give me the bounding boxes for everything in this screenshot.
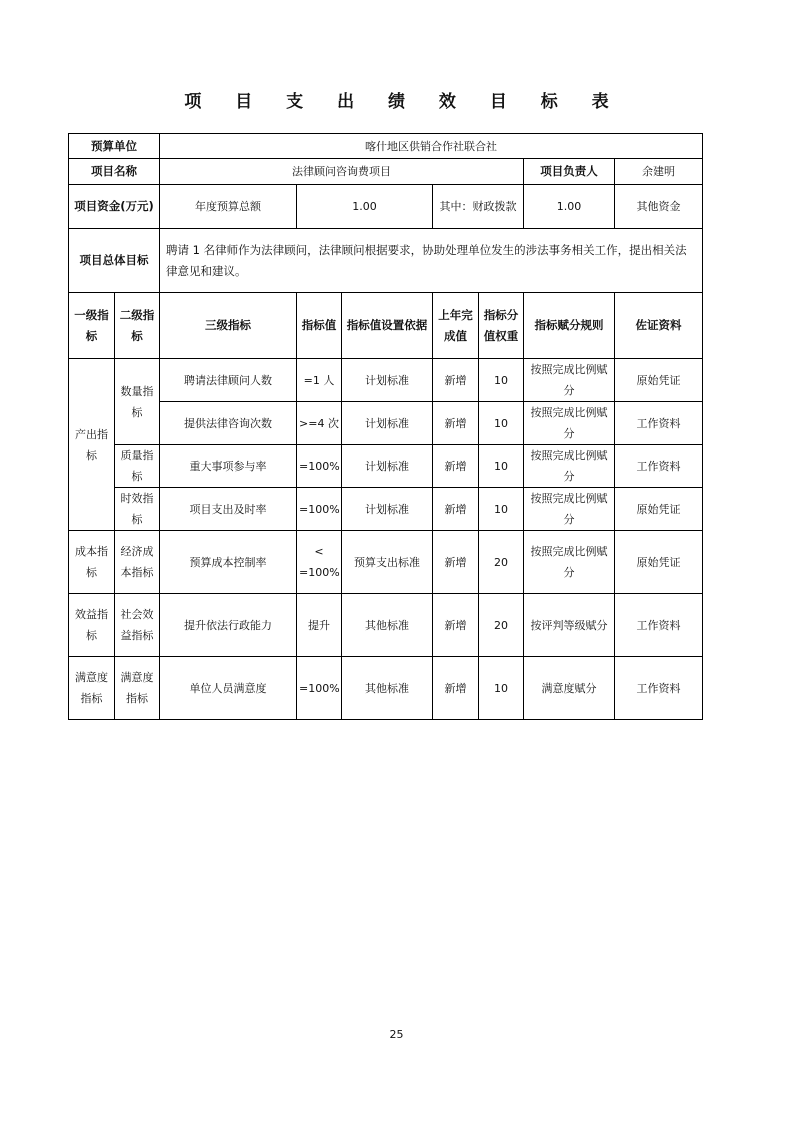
col-weight: 指标分值权重 [479,293,524,359]
evidence-cell: 工作资料 [615,657,703,720]
project-name-label: 项目名称 [69,159,160,185]
table-row [69,657,703,720]
rule-cell: 按照完成比例赋分 [524,488,615,531]
fiscal-funds-label: 其中：财政拨款 [433,185,524,229]
group-economic-cost: 经济成本指标 [115,531,160,594]
group-satisfaction-sub: 满意度指标 [115,657,160,720]
last-year-cell: 新增 [433,657,479,720]
last-year-cell: 新增 [433,445,479,488]
last-year-cell: 新增 [433,402,479,445]
other-funds-label: 其他资金 [615,185,703,229]
group-benefit: 效益指标 [69,594,115,657]
evidence-cell: 工作资料 [615,445,703,488]
rule-cell: 按照完成比例赋分 [524,531,615,594]
rule-cell: 按照完成比例赋分 [524,402,615,445]
overall-goal-label: 项目总体目标 [69,229,160,293]
annual-budget-label: 年度预算总额 [160,185,297,229]
indicator-cell: 单位人员满意度 [160,657,297,720]
last-year-cell: 新增 [433,531,479,594]
rule-cell: 按照完成比例赋分 [524,359,615,402]
last-year-cell: 新增 [433,488,479,531]
table-row [69,445,703,488]
group-cost: 成本指标 [69,531,115,594]
project-leader-label: 项目负责人 [524,159,615,185]
evidence-cell: 原始凭证 [615,531,703,594]
table-row [69,594,703,657]
basis-cell: 计划标准 [342,488,433,531]
overall-goal-text: 聘请 1 名律师作为法律顾问，法律顾问根据要求，协助处理单位发生的涉法事务相关工作，提出相关法律意见和建议。 [160,229,703,293]
group-timeliness: 时效指标 [115,488,160,531]
table-row [69,402,703,445]
value-cell: =1 人 [297,359,342,402]
basis-cell: 其他标准 [342,657,433,720]
weight-cell: 20 [479,594,524,657]
col-rule: 指标赋分规则 [524,293,615,359]
col-level2: 二级指标 [115,293,160,359]
indicator-cell: 重大事项参与率 [160,445,297,488]
indicator-cell: 提升依法行政能力 [160,594,297,657]
basis-cell: 预算支出标准 [342,531,433,594]
rule-cell: 按照完成比例赋分 [524,445,615,488]
col-value: 指标值 [297,293,342,359]
basis-cell: 计划标准 [342,359,433,402]
col-level1: 一级指标 [69,293,115,359]
weight-cell: 10 [479,402,524,445]
rule-cell: 按评判等级赋分 [524,594,615,657]
budget-unit-label: 预算单位 [69,134,160,159]
indicator-cell: 提供法律咨询次数 [160,402,297,445]
last-year-cell: 新增 [433,594,479,657]
indicator-cell: 预算成本控制率 [160,531,297,594]
group-output: 产出指标 [69,359,115,531]
last-year-cell: 新增 [433,359,479,402]
performance-table [68,133,703,720]
indicator-cell: 聘请法律顾问人数 [160,359,297,402]
evidence-cell: 工作资料 [615,402,703,445]
value-cell: =100% [297,657,342,720]
project-funds-label: 项目资金(万元) [69,185,160,229]
project-leader-value: 余建明 [615,159,703,185]
col-level3: 三级指标 [160,293,297,359]
page-number: 25 [389,1028,404,1041]
indicator-cell: 项目支出及时率 [160,488,297,531]
basis-cell: 计划标准 [342,402,433,445]
table-row [69,531,703,594]
group-quality: 质量指标 [115,445,160,488]
value-cell: >=4 次 [297,402,342,445]
basis-cell: 计划标准 [342,445,433,488]
value-cell: =100% [297,488,342,531]
col-basis: 指标值设置依据 [342,293,433,359]
group-social-benefit: 社会效益指标 [115,594,160,657]
evidence-cell: 原始凭证 [615,359,703,402]
fiscal-funds-value: 1.00 [524,185,615,229]
table-row [69,488,703,531]
project-name-value: 法律顾问咨询费项目 [160,159,524,185]
value-cell: 提升 [297,594,342,657]
evidence-cell: 原始凭证 [615,488,703,531]
weight-cell: 10 [479,488,524,531]
table-row [69,359,703,402]
col-last-year: 上年完成值 [433,293,479,359]
col-evidence: 佐证资料 [615,293,703,359]
evidence-cell: 工作资料 [615,594,703,657]
annual-budget-value: 1.00 [297,185,433,229]
group-quantity: 数量指标 [115,359,160,445]
value-cell: =100% [297,445,342,488]
weight-cell: 20 [479,531,524,594]
rule-cell: 满意度赋分 [524,657,615,720]
weight-cell: 10 [479,445,524,488]
basis-cell: 其他标准 [342,594,433,657]
weight-cell: 10 [479,657,524,720]
value-cell: < =100% [297,531,342,594]
budget-unit-value: 喀什地区供销合作社联合社 [160,134,703,159]
page-title: 项 目 支 出 绩 效 目 标 表 [184,92,623,112]
weight-cell: 10 [479,359,524,402]
group-satisfaction: 满意度指标 [69,657,115,720]
